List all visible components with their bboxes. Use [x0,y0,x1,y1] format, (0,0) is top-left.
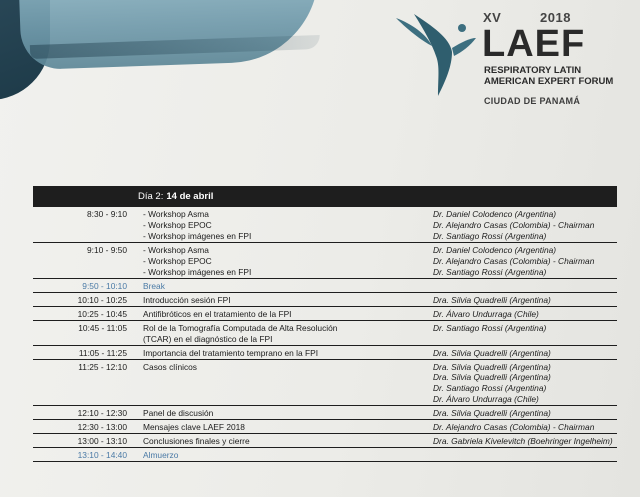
session-topic [137,406,433,419]
subtitle-line-2: AMERICAN EXPERT FORUM [484,76,614,87]
speaker-line: Dra. Silvia Quadrelli (Argentina) [433,361,551,372]
corner-teal-shape [18,0,321,70]
topic-line: Almuerzo [143,449,179,460]
schedule-row [33,293,617,307]
speaker-line: Dra. Silvia Quadrelli (Argentina) [433,347,551,358]
topic-line: - Workshop Asma [143,245,209,255]
topic-line: Introducción sesión FPI [143,295,231,305]
speaker-line: Dr. Alejandro Casas (Colombia) - Chairman [433,255,595,266]
speaker-line: Dr. Alejandro Casas (Colombia) - Chairman [433,219,595,230]
session-topic [137,321,433,345]
session-topic [137,420,433,433]
speaker-line: Dr. Alejandro Casas (Colombia) - Chairman [433,421,595,432]
time-slot: 11:25 - 12:10 [78,361,127,372]
topic-line: - Workshop EPOC [143,255,212,266]
session-speakers [433,448,617,461]
time-slot: 8:30 - 9:10 [86,209,127,219]
time-slot: 12:30 - 13:00 [77,421,127,432]
session-topic [137,360,433,405]
time-slot: 9:50 - 10:10 [82,281,127,291]
speaker-line: Dr. Santiago Rossi (Argentina) [433,266,547,277]
edition-year: 2018 [540,10,571,25]
schedule-row [33,207,617,243]
topic-line: Conclusiones finales y cierre [143,435,250,446]
session-speakers [433,346,617,359]
topic-line: Break [143,281,165,291]
subtitle-line-1: RESPIRATORY LATIN [484,65,582,76]
day-header-band [33,186,617,207]
topic-line: Casos clínicos [143,361,197,372]
schedule-row [33,307,617,321]
schedule-row [33,420,617,434]
speaker-line: Dr. Santiago Rossi (Argentina) [433,383,547,394]
edition-roman: XV [483,10,502,25]
time-slot: 10:10 - 10:25 [77,295,127,305]
topic-line: - Workshop EPOC [143,219,212,230]
topic-line: Importancia del tratamiento temprano en la FPI [143,347,319,358]
time-slot: 11:05 - 11:25 [78,347,127,358]
schedule-rows [33,207,617,462]
speaker-line: Dr. Santiago Rossi (Argentina) [433,323,547,333]
time-slot: 10:45 - 11:05 [78,323,127,333]
topic-line: (TCAR) en el diagnóstico de la FPI [143,333,273,344]
session-topic [137,243,433,278]
session-topic [137,307,433,320]
schedule-row [33,346,617,360]
speaker-line: Dr. Daniel Colodenco (Argentina) [433,209,557,219]
forum-subtitle [484,65,614,87]
session-speakers [433,279,617,292]
speaker-line: Dr. Santiago Rossi (Argentina) [433,230,547,241]
topic-line: - Workshop imágenes en FPI [143,266,252,277]
session-topic [137,448,433,461]
session-topic [137,346,433,359]
speaker-line: Dra. Gabriela Kivelevitch (Boehringer Ingelheim) [433,435,613,446]
schedule-row [33,406,617,420]
session-topic [137,207,433,242]
time-slot: 10:25 - 10:45 [77,309,127,319]
session-speakers [433,406,617,419]
day-date: 14 de abril [166,191,214,202]
schedule-table [33,186,617,462]
session-speakers [433,207,617,242]
topic-line: - Workshop Asma [143,209,209,219]
laef-logo-mark-icon [392,8,478,100]
speaker-line: Dra. Silvia Quadrelli (Argentina) [433,372,551,383]
session-speakers [433,420,617,433]
speaker-line: Dra. Silvia Quadrelli (Argentina) [433,295,551,305]
session-speakers [433,360,617,405]
time-slot: 9:10 - 9:50 [86,245,127,255]
session-topic [137,434,433,447]
session-topic [137,293,433,306]
session-speakers [433,243,617,278]
time-slot: 12:10 - 12:30 [77,407,127,418]
day-label: Día 2: [138,191,164,202]
topic-line: Rol de la Tomografía Computada de Alta Resolución [143,323,338,333]
schedule-row [33,360,617,406]
schedule-row [33,321,617,346]
session-speakers [433,434,617,447]
schedule-row [33,243,617,279]
session-topic [137,279,433,292]
session-speakers [433,293,617,306]
session-speakers [433,321,617,345]
speaker-line: Dr. Daniel Colodenco (Argentina) [433,245,557,255]
time-slot: 13:00 - 13:10 [77,435,127,446]
session-speakers [433,307,617,320]
schedule-break-row [33,448,617,462]
speaker-line: Dr. Álvaro Undurraga (Chile) [433,309,539,319]
topic-line: Panel de discusión [143,407,214,418]
forum-title: LAEF [482,23,586,65]
speaker-line: Dra. Silvia Quadrelli (Argentina) [433,407,551,418]
schedule-row [33,434,617,448]
topic-line: Mensajes clave LAEF 2018 [143,421,245,432]
schedule-break-row [33,279,617,293]
time-slot: 13:10 - 14:40 [77,449,127,460]
topic-line: Antifibróticos en el tratamiento de la FPI [143,309,292,319]
topic-line: - Workshop imágenes en FPI [143,230,252,241]
forum-city: CIUDAD DE PANAMÁ [484,96,581,106]
speaker-line: Dr. Álvaro Undurraga (Chile) [433,393,539,404]
